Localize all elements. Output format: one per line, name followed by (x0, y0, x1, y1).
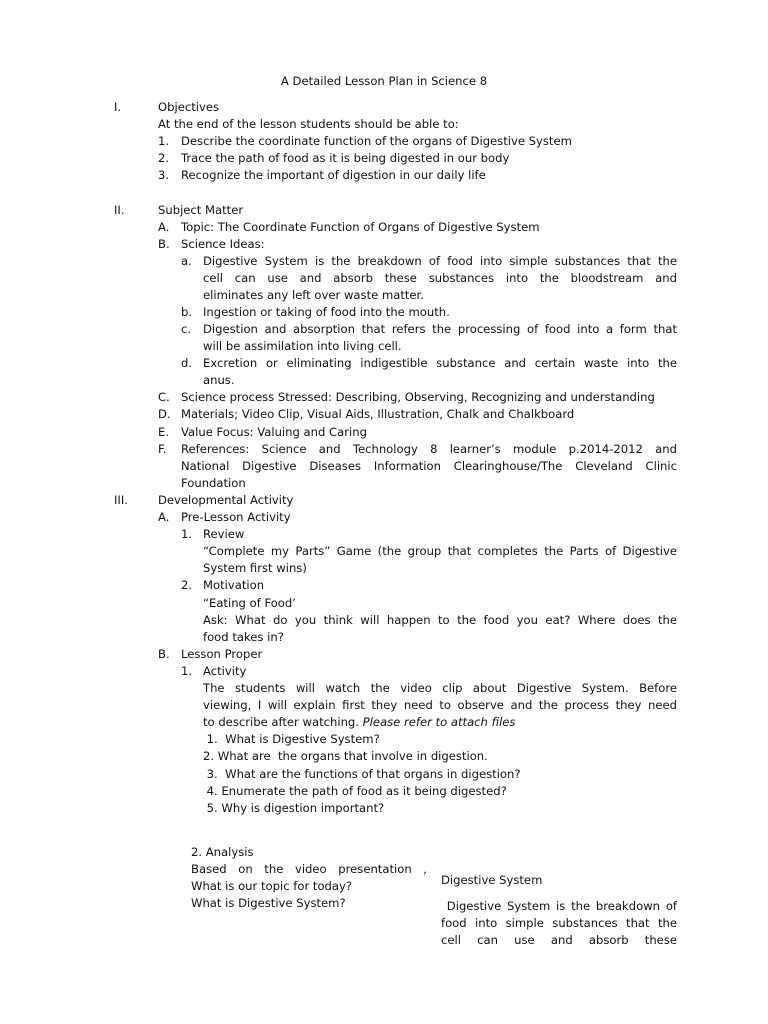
text-line (203, 714, 515, 731)
list-letter: b. (181, 305, 193, 319)
list-number: 2. (181, 578, 193, 592)
list-number: 2. (158, 151, 170, 165)
text-line: National Digestive Diseases Information Clearinghouse/The Cleveland Clinic (181, 459, 677, 473)
list-letter: D. (158, 407, 171, 421)
text-line: Digestion and absorption that refers the processing of food into a form that (203, 322, 677, 336)
text-line: Ingestion or taking of food into the mouth. (203, 305, 450, 319)
text-line: will be assimilation into living cell. (203, 339, 402, 353)
analysis-heading: 2. Analysis (191, 845, 254, 859)
list-item: Value Focus: Valuing and Caring (181, 425, 367, 439)
text-line: cell can use and absorb these (441, 933, 677, 947)
list-item: Materials; Video Clip, Visual Aids, Illustration, Chalk and Chalkboard (181, 407, 575, 421)
list-item: Describe the coordinate function of the organs of Digestive System (181, 134, 572, 148)
list-letter: d. (181, 356, 193, 370)
section-heading: Objectives (158, 100, 220, 114)
list-item: Science process Stressed: Describing, Observing, Recognizing and understanding (181, 390, 655, 404)
list-letter: B. (158, 647, 170, 661)
list-number: 1. (181, 527, 193, 541)
text-line: anus. (203, 373, 235, 387)
question-item: 4. Enumerate the path of food as it being digested? (203, 784, 507, 798)
text-line: What is our topic for today? (191, 879, 353, 893)
document-title: A Detailed Lesson Plan in Science 8 (280, 74, 488, 88)
text-line: Digestive System is the breakdown of (441, 899, 678, 913)
list-item: Science Ideas: (181, 237, 265, 251)
text-line: cell can use and absorb these substances into the bloodstream and (203, 271, 677, 285)
text-line: “Eating of Food’ (203, 596, 296, 610)
text-line: Foundation (181, 476, 246, 490)
list-letter: A. (158, 510, 170, 524)
text-line: System first wins) (203, 561, 307, 575)
section-number: I. (114, 100, 122, 114)
list-number: 3. (158, 168, 170, 182)
list-letter: A. (158, 220, 170, 234)
list-item: Pre-Lesson Activity (181, 510, 291, 524)
question-item: 5. Why is digestion important? (203, 801, 385, 815)
list-item: Lesson Proper (181, 647, 263, 661)
section-heading: Subject Matter (158, 203, 244, 217)
question-item: 1. What is Digestive System? (203, 732, 380, 746)
text-line: References: Science and Technology 8 learner’s module p.2014-2012 and (181, 442, 677, 456)
section-heading: Developmental Activity (158, 493, 294, 507)
text-line: eliminates any left over waste matter. (203, 288, 424, 302)
text-line: food takes in? (203, 630, 284, 644)
text-line: viewing, I will explain first they need to observe and the process they need (203, 698, 677, 712)
list-item: Motivation (203, 578, 265, 592)
list-item: Topic: The Coordinate Function of Organs of Digestive System (181, 220, 540, 234)
list-letter: c. (181, 322, 192, 336)
text-line: The students will watch the video clip about Digestive System. Before (203, 681, 677, 695)
list-letter: a. (181, 254, 192, 268)
text-line: Excretion or eliminating indigestible substance and certain waste into the (203, 356, 677, 370)
text-line: food into simple substances that the (441, 916, 677, 930)
list-letter: E. (158, 425, 170, 439)
attachment-note: Please refer to attach files (362, 715, 516, 729)
list-item: Review (203, 527, 245, 541)
text-line: Based on the video presentation , (191, 862, 427, 876)
section-number: II. (114, 203, 125, 217)
list-number: 1. (158, 134, 170, 148)
text-line: “Complete my Parts” Game (the group that completes the Parts of Digestive (203, 544, 677, 558)
text-line: Ask: What do you think will happen to the food you eat? Where does the (203, 613, 677, 627)
objectives-intro: At the end of the lesson students should be able to: (158, 117, 459, 131)
list-item: Activity (203, 664, 247, 678)
list-letter: B. (158, 237, 170, 251)
text-line: What is Digestive System? (191, 896, 346, 910)
answer-topic: Digestive System (441, 873, 543, 887)
section-number: III. (114, 493, 128, 507)
question-item: 3. What are the functions of that organs in digestion? (203, 767, 521, 781)
list-item: Recognize the important of digestion in our daily life (181, 168, 486, 182)
list-letter: F. (158, 442, 167, 456)
list-item: Trace the path of food as it is being digested in our body (181, 151, 510, 165)
list-letter: C. (158, 390, 170, 404)
question-item: 2. What are the organs that involve in digestion. (203, 749, 488, 763)
text-line: Digestive System is the breakdown of food into simple substances that the (203, 254, 677, 268)
text-run: to describe after watching. (203, 715, 363, 729)
list-number: 1. (181, 664, 193, 678)
